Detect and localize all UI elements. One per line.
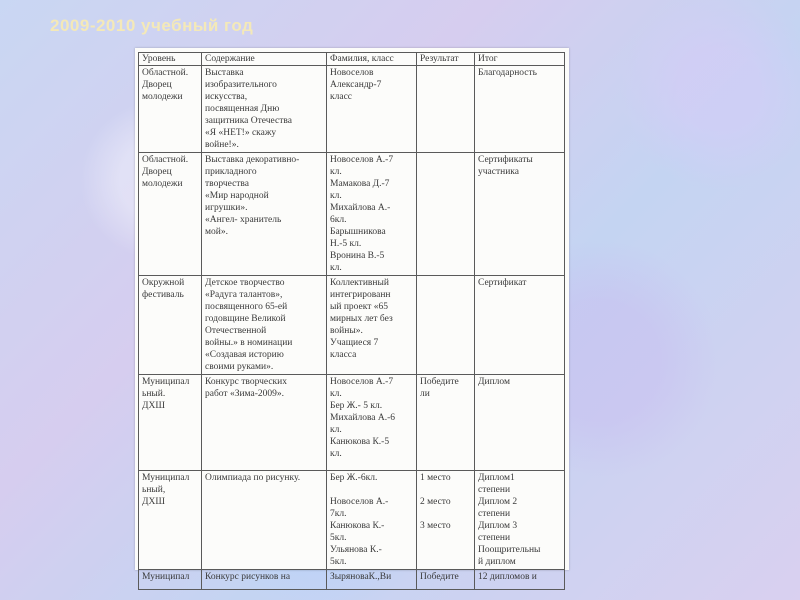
cell-content: Детское творчество «Радуга талантов», посвященного 65-ей годовщине Великой Отечественной войны.» в номинации «Создавая историю своими руками». <box>202 276 327 375</box>
table-row <box>139 471 565 570</box>
cell-result <box>417 153 475 276</box>
cell-final: Диплом1 степени Диплом 2 степени Диплом 3 степени Поощрительны й диплом <box>475 471 565 570</box>
cell-content: Конкурс рисунков на <box>202 570 327 590</box>
table-row <box>139 570 565 590</box>
cell-level: Муниципал ьный. ДХШ <box>139 375 202 471</box>
cell-content: Конкурс творческих работ «Зима-2009». <box>202 375 327 471</box>
cell-names: Новоселов А.-7 кл. Мамакова Д.-7 кл. Михайлова А.- 6кл. Барышникова Н.-5 кл. Вронина В.-5 кл. <box>327 153 417 276</box>
table-row <box>139 276 565 375</box>
scanned-document <box>135 48 569 582</box>
cell-result <box>417 66 475 153</box>
cell-level: Областной. Дворец молодежи <box>139 66 202 153</box>
header-final: Итог <box>475 53 565 66</box>
cell-names: Бер Ж.-6кл. Новоселов А.- 7кл. Канюкова К.- 5кл. Ульянова К.- 5кл. <box>327 471 417 570</box>
table-header-row <box>139 53 565 66</box>
cell-final: Диплом <box>475 375 565 471</box>
table-row <box>139 153 565 276</box>
cell-level: Муниципал ьный, ДХШ <box>139 471 202 570</box>
cell-content: Выставка изобразительного искусства, посвященная Дню защитника Отечества «Я «НЕТ!» скажу войне!». <box>202 66 327 153</box>
cell-level: Окружной фестиваль <box>139 276 202 375</box>
cell-names: Новоселов А.-7 кл. Бер Ж.- 5 кл. Михайлова А.-6 кл. Канюкова К.-5 кл. <box>327 375 417 471</box>
cell-final: Сертификаты участника <box>475 153 565 276</box>
cell-final: Благодарность <box>475 66 565 153</box>
table-row <box>139 375 565 471</box>
slide-title: 2009-2010 учебный год <box>50 16 254 35</box>
cell-final: Сертификат <box>475 276 565 375</box>
cell-content: Олимпиада по рисунку. <box>202 471 327 570</box>
header-names: Фамилия, класс <box>327 53 417 66</box>
cell-names: Коллективный интегрированн ый проект «65 мирных лет без войны». Учащиеся 7 класса <box>327 276 417 375</box>
cell-final: 12 дипломов и <box>475 570 565 590</box>
header-level: Уровень <box>139 53 202 66</box>
cell-level: Муниципал <box>139 570 202 590</box>
cell-result: Победите ли <box>417 375 475 471</box>
cell-level: Областной. Дворец молодежи <box>139 153 202 276</box>
cell-result: 1 место 2 место 3 место <box>417 471 475 570</box>
table-row <box>139 66 565 153</box>
cell-result: Победите <box>417 570 475 590</box>
cell-names: ЗыряноваК.,Ви <box>327 570 417 590</box>
cell-names: Новоселов Александр-7 класс <box>327 66 417 153</box>
header-content: Содержание <box>202 53 327 66</box>
cell-result <box>417 276 475 375</box>
results-table <box>138 52 565 590</box>
header-result: Результат <box>417 53 475 66</box>
cell-content: Выставка декоративно- прикладного творчества «Мир народной игрушки». «Ангел- хранитель мой». <box>202 153 327 276</box>
